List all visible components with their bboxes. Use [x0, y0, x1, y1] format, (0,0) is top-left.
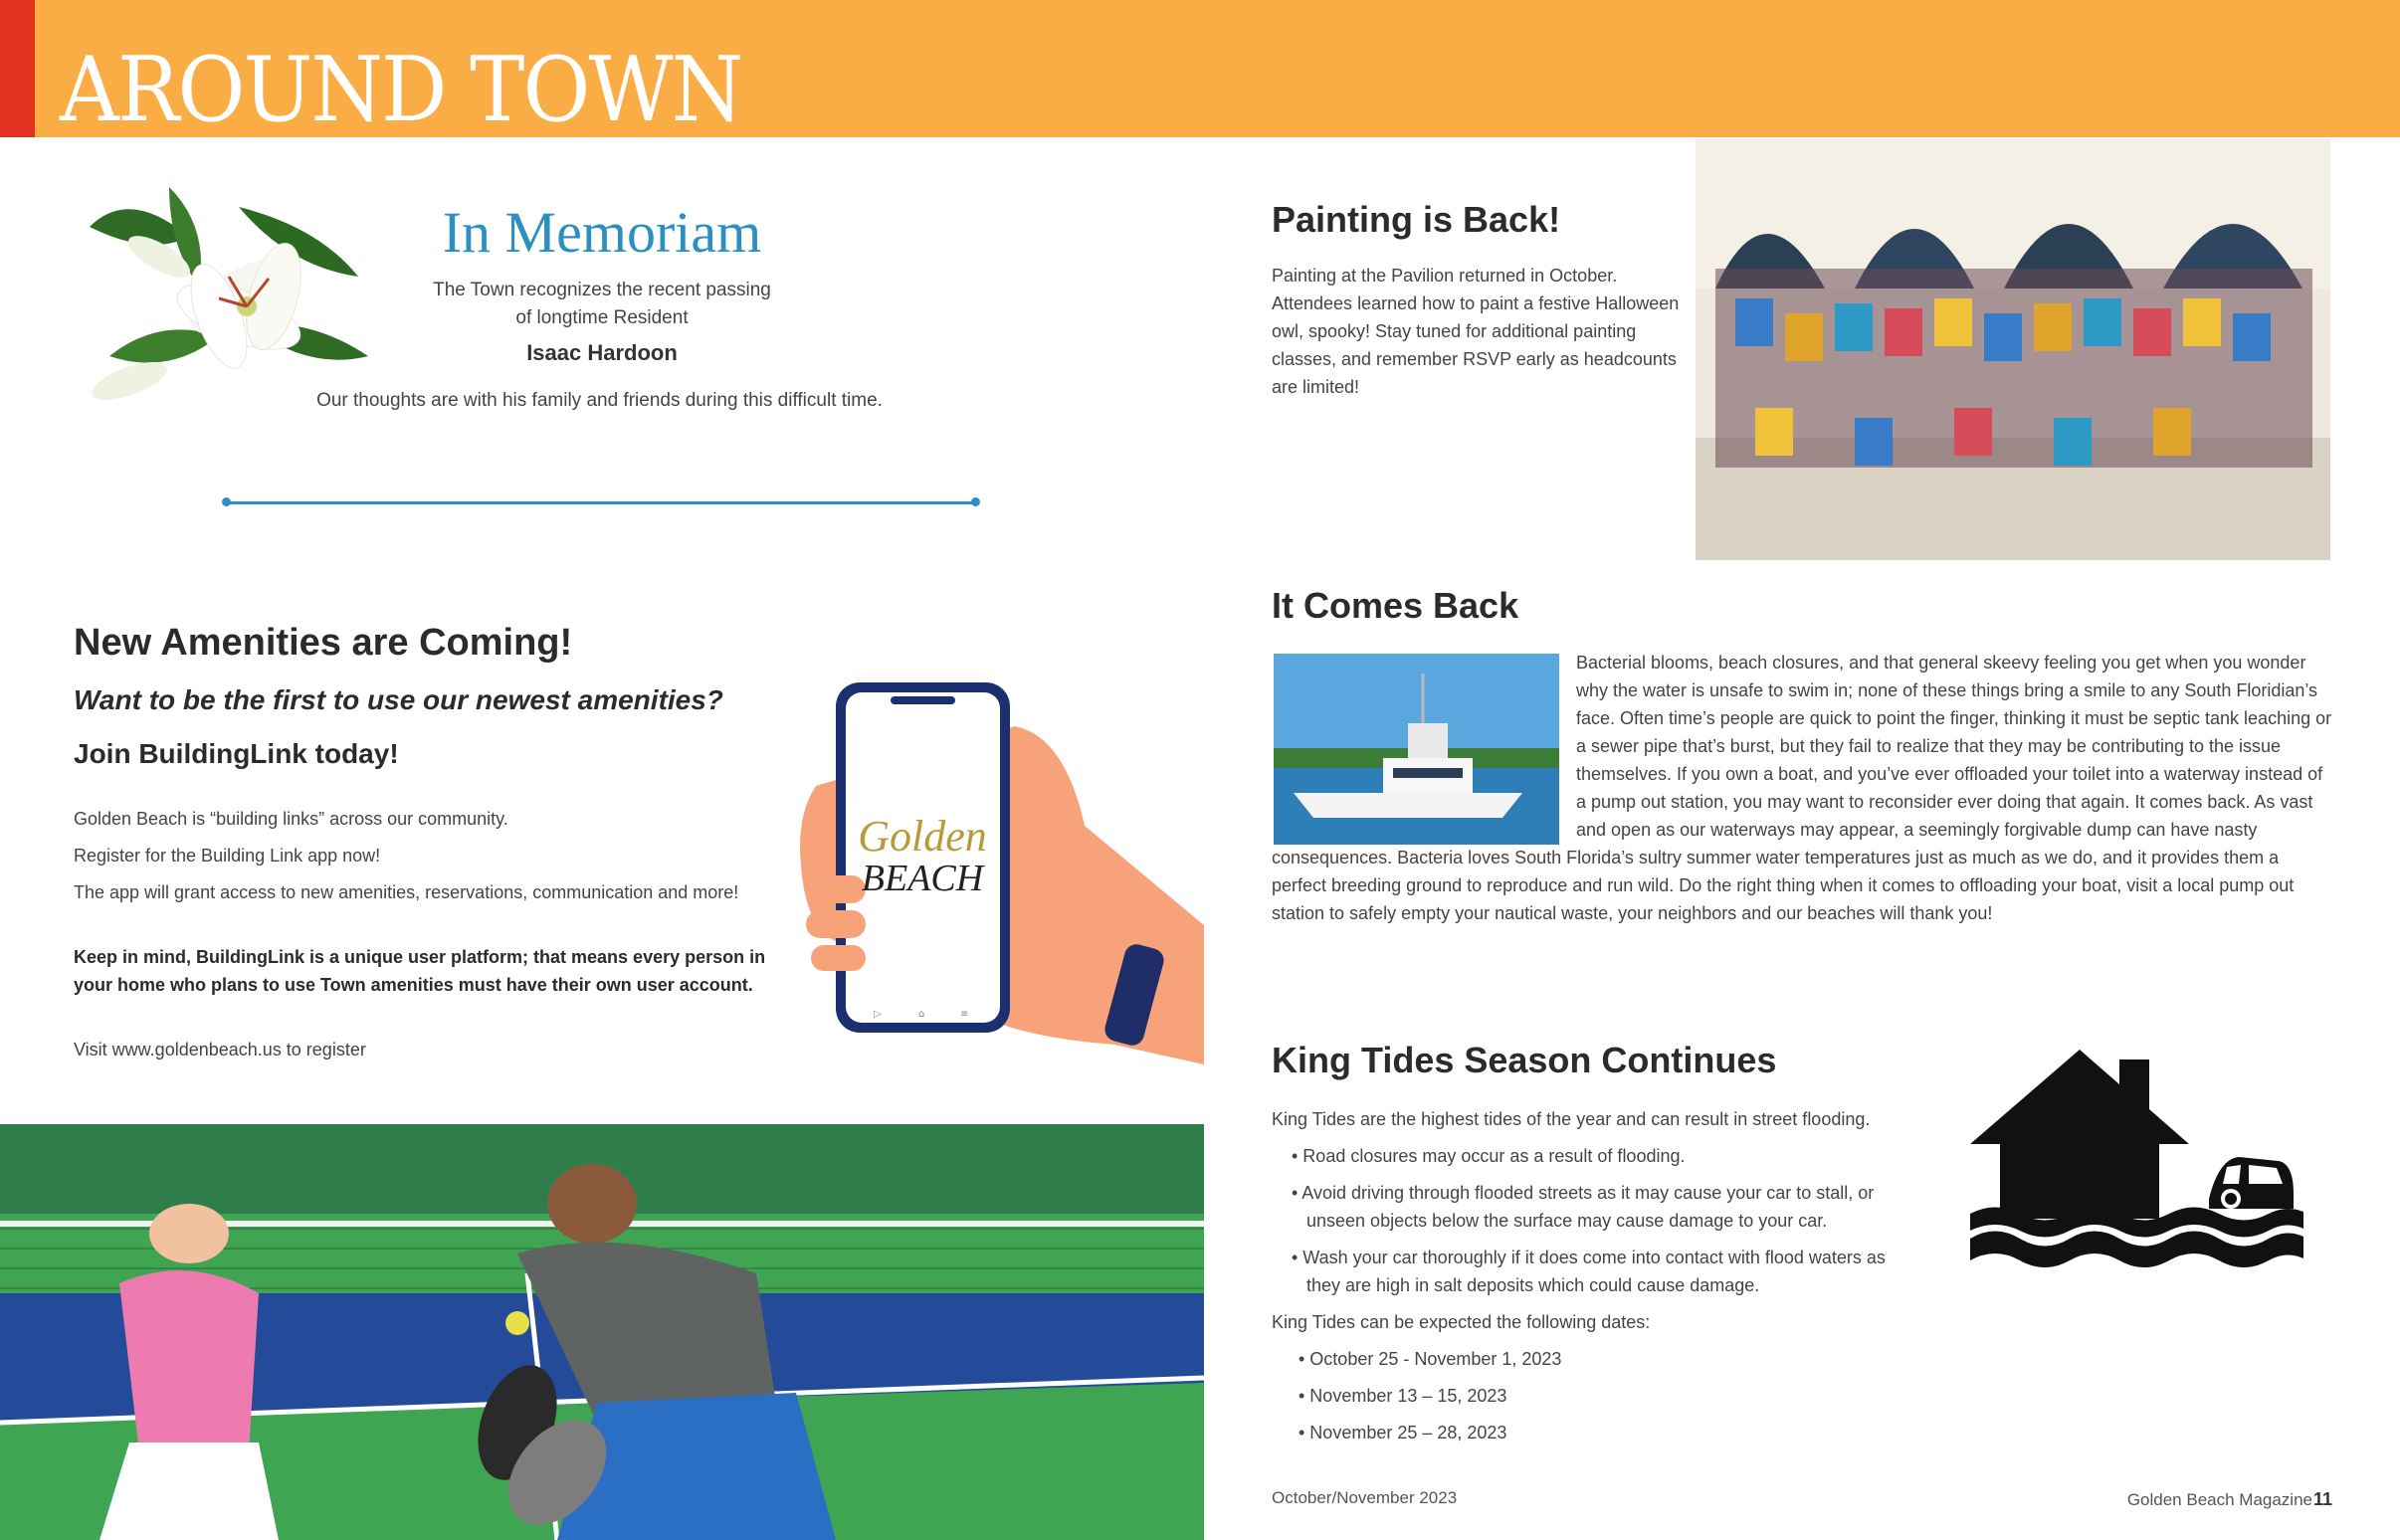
- king-tides-intro: King Tides are the highest tides of the year and can result in street flooding.: [1272, 1109, 1871, 1129]
- memoriam-title: In Memoriam: [442, 200, 762, 265]
- amenities-join: Join BuildingLink today!: [74, 738, 399, 769]
- king-tides-heading: King Tides Season Continues: [1272, 1040, 1777, 1080]
- boat-photo: [1274, 654, 1559, 845]
- svg-text:▷: ▷: [874, 1009, 882, 1020]
- amenities-paragraph-4: Keep in mind, BuildingLink is a unique user platform; that means every person in your home who plans to use Town amenities must have their own user account.: [74, 947, 766, 995]
- pickleball-photo: [0, 1124, 1204, 1540]
- comes-back-body: Bacterial blooms, beach closures, and that general skeevy feeling you get when you wonder why the water is unsafe to swim in; none of these things bring a smile to any South Floridian’s face. Often time’s people are quick to point the finger, thinking it must be septic tank leaching or a sewer pipe that’s burst, but they fail to realize that they may be contributing to the issue themselves. If you own a boat, and you’ve ever offloaded your toilet into a waterway instead of a pump out station, you may want to reconsider ever doing that again. It comes back. As vast and open as our waterways may appear, a seemingly forgivable dump can have nasty consequences. Bacteria loves South Florida’s sultry summer water temperatures just as much as we do, and it provides them a perfect breeding ground to reproduce and run wild. Do the right thing when it comes to offloading your boat, visit a local pump out station to safely empty your nautical waste, your neighbors and our beaches will thank you!: [1272, 653, 2332, 923]
- footer-magazine-name: Golden Beach Magazine: [2126, 1490, 2312, 1509]
- phone-hand-image: [786, 667, 1204, 1064]
- painting-body: Painting at the Pavilion returned in October. Attendees learned how to paint a festive Halloween owl, spooky! Stay tuned for additional painting classes, and remember RSVP early as headcounts are limited!: [1272, 266, 1680, 397]
- memoriam-thoughts: Our thoughts are with his family and friends during this difficult time.: [316, 390, 883, 411]
- king-tides-date: • November 13 – 15, 2023: [1299, 1386, 1507, 1406]
- footer-issue-date: October/November 2023: [1272, 1488, 1458, 1507]
- memoriam-name: Isaac Hardoon: [526, 340, 678, 365]
- king-tides-date: • November 25 – 28, 2023: [1299, 1423, 1507, 1443]
- king-tides-bullet-cont: they are high in salt deposits which could cause damage.: [1306, 1275, 1760, 1295]
- king-tides-bullet: • Road closures may occur as a result of flooding.: [1292, 1146, 1686, 1166]
- memoriam-line-1: The Town recognizes the recent passing: [433, 280, 771, 300]
- amenities-paragraph-1: Golden Beach is “building links” across our community.: [74, 809, 508, 829]
- amenities-paragraph-3: The app will grant access to new amenities, reservations, communication and more!: [74, 882, 739, 902]
- king-tides-bullet: • Avoid driving through flooded streets as it may cause your car to stall, or: [1292, 1183, 1875, 1203]
- painting-group-photo: [1696, 139, 2330, 560]
- page-number: 11: [2312, 1489, 2332, 1509]
- divider-dot-right: [971, 497, 980, 506]
- king-tides-bullet-cont: unseen objects below the surface may cause damage to your car.: [1306, 1211, 1828, 1231]
- phone-logo-beach: BEACH: [861, 858, 984, 899]
- divider-line: [226, 501, 976, 504]
- comes-back-heading: It Comes Back: [1272, 585, 1519, 626]
- svg-text:⌂: ⌂: [918, 1009, 925, 1020]
- section-title: AROUND TOWN: [60, 38, 742, 142]
- amenities-subheading: Want to be the first to use our newest amenities?: [74, 684, 723, 715]
- amenities-register-link[interactable]: Visit www.goldenbeach.us to register: [74, 1040, 366, 1059]
- painting-heading: Painting is Back!: [1272, 199, 1561, 240]
- phone-logo-golden: Golden: [858, 812, 987, 861]
- king-tides-date: • October 25 - November 1, 2023: [1299, 1349, 1562, 1369]
- amenities-heading: New Amenities are Coming!: [74, 622, 573, 664]
- amenities-paragraph-2: Register for the Building Link app now!: [74, 846, 381, 866]
- divider-dot-left: [222, 497, 231, 506]
- svg-text:≡: ≡: [960, 1009, 969, 1020]
- king-tides-bullet: • Wash your car thoroughly if it does come into contact with flood waters as: [1292, 1248, 1886, 1267]
- memoriam-line-2: of longtime Resident: [515, 307, 689, 328]
- header-accent-bar: [0, 0, 35, 137]
- king-tides-dates-intro: King Tides can be expected the following dates:: [1272, 1312, 1651, 1332]
- flood-house-icon: [1970, 1050, 2303, 1280]
